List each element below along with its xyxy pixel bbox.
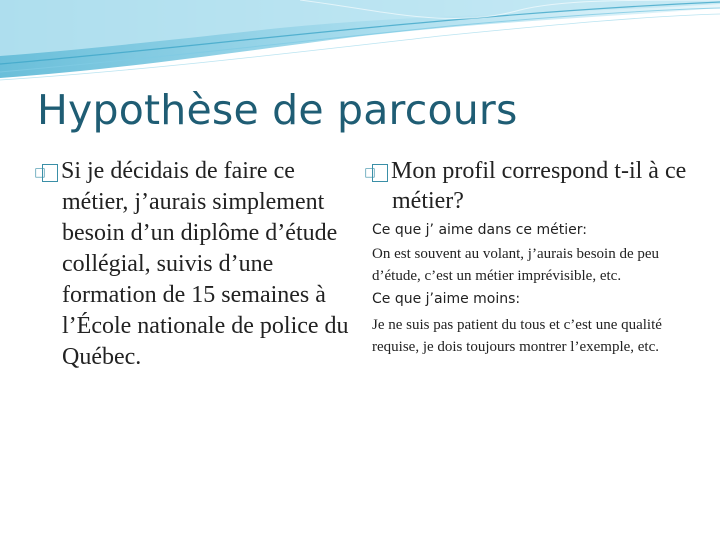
slide-title: Hypothèse de parcours [37, 86, 518, 134]
dislikes-text: Je ne suis pas patient du tous et c’est une qualité requise, je dois toujours montrer l’exemple, etc. [372, 317, 662, 355]
right-column [364, 156, 692, 358]
right-heading: Mon profil correspond t-il à ce métier? [391, 158, 687, 214]
square-bullet-icon: □ [42, 164, 58, 182]
header-wave-decoration [0, 0, 720, 90]
square-bullet-icon: □ [372, 164, 388, 182]
left-bullet-text: Si je décidais de faire ce métier, j’aurais simplement besoin d’un diplôme d’étude collégial, suivis d’une formation de 15 semaines à l’École nationale de police du Québec. [61, 158, 349, 370]
dislikes-label: Ce que j’aime moins: [372, 291, 521, 307]
left-bullet [34, 156, 354, 373]
likes-text: On est souvent au volant, j’aurais besoin de peu d’étude, c’est un métier imprévisible, etc. [372, 246, 660, 284]
likes-label: Ce que j’ aime dans ce métier: [372, 222, 587, 238]
left-column [34, 156, 354, 373]
right-bullet [364, 156, 692, 216]
